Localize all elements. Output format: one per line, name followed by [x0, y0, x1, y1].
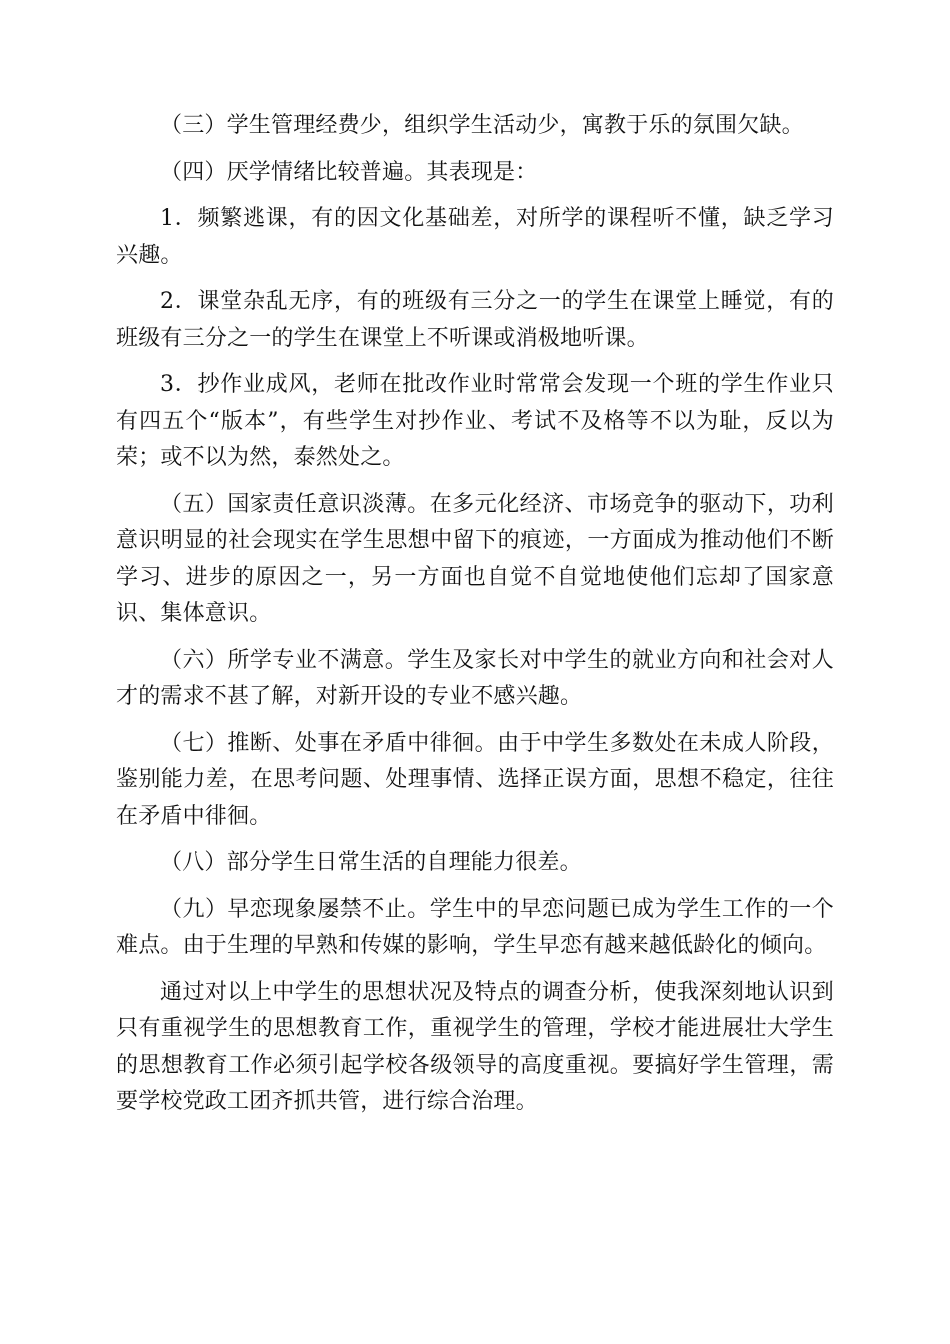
- paragraph-judgment-hesitation: （七）推断、处事在矛盾中徘徊。由于中学生多数处在未成人阶段，鉴别能力差，在思考问题、处理事情、选择正误方面，思想不稳定，往往在矛盾中徘徊。: [116, 730, 834, 829]
- paragraph-national-responsibility: （五）国家责任意识淡薄。在多元化经济、市场竞争的驱动下，功利意识明显的社会现实在学生思想中留下的痕迹，一方面成为推动他们不断学习、进步的原因之一，另一方面也自觉不自觉地使他们忘却了国家意识、集体意识。: [116, 491, 834, 626]
- list-item-classroom-disorder: 2．课堂杂乱无序，有的班级有三分之一的学生在课堂上睡觉，有的班级有三分之一的学生在课堂上不听课或消极地听课。: [116, 289, 834, 351]
- list-item-copying-homework: 3．抄作业成风，老师在批改作业时常常会发现一个班的学生作业只有四五个“版本”，有些学生对抄作业、考试不及格等不以为耻，反以为荣；或不以为然，泰然处之。: [116, 372, 834, 470]
- paragraph-early-romance: （九）早恋现象屡禁不止。学生中的早恋问题已成为学生工作的一个难点。由于生理的早熟和传媒的影响，学生早恋有越来越低龄化的倾向。: [116, 896, 834, 958]
- paragraph-self-care: （八）部分学生日常生活的自理能力很差。: [160, 850, 582, 875]
- paragraph-weariness: （四）厌学情绪比较普遍。其表现是：: [160, 159, 538, 185]
- list-item-truancy: 1．频繁逃课，有的因文化基础差，对所学的课程听不懂，缺乏学习兴趣。: [116, 206, 834, 268]
- paragraph-funding: （三）学生管理经费少，组织学生活动少，寓教于乐的氛围欠缺。: [160, 113, 804, 138]
- paragraph-conclusion: 通过对以上中学生的思想状况及特点的调查分析，使我深刻地认识到只有重视学生的思想教育工作，重视学生的管理，学校才能进展壮大学生的思想教育工作必须引起学校各级领导的高度重视。要搞好学生管理，需要学校党政工团齐抓共管，进行综合治理。: [116, 979, 834, 1114]
- document-page: [116, 108, 834, 1131]
- paragraph-major-dissatisfaction: （六）所学专业不满意。学生及家长对中学生的就业方向和社会对人才的需求不甚了解，对新开设的专业不感兴趣。: [116, 647, 834, 709]
